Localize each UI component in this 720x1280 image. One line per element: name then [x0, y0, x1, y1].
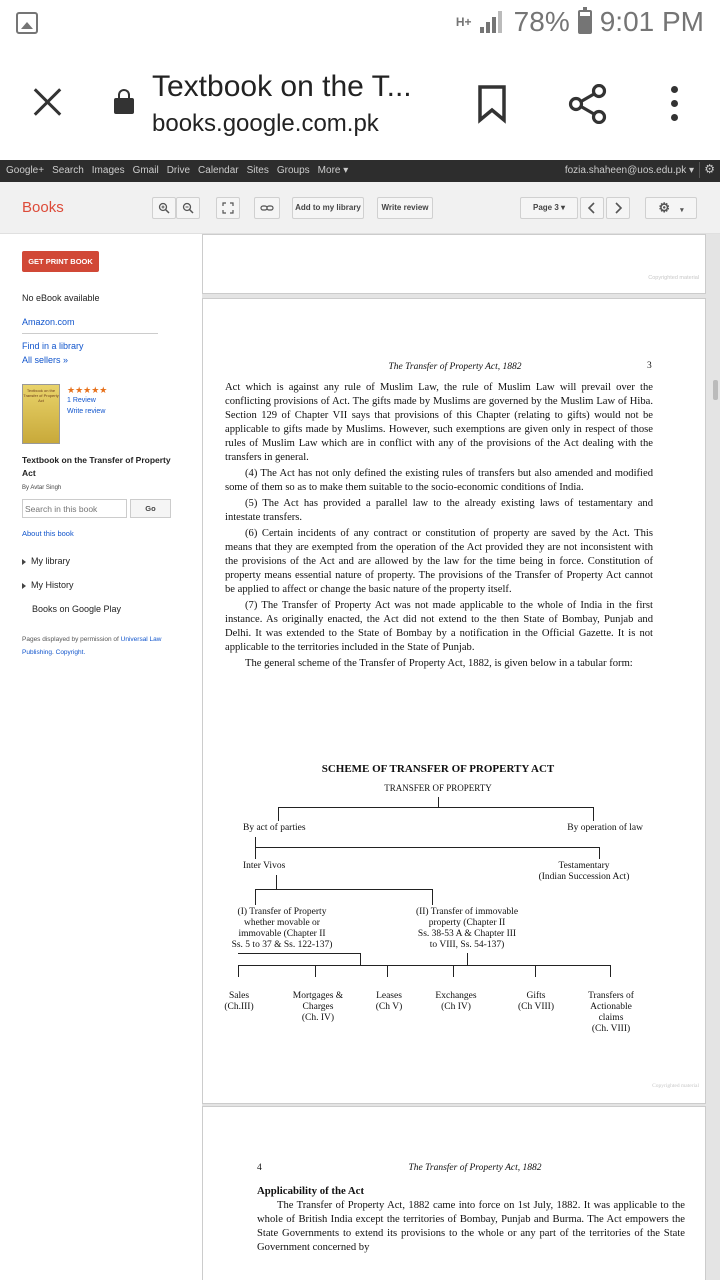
google-bar-link[interactable]: Google+ — [6, 165, 45, 176]
page-url[interactable]: books.google.com.pk — [152, 110, 379, 137]
gear-icon: ⚙ — [658, 200, 671, 215]
book-author: By Avtar Singh — [22, 485, 62, 491]
all-sellers-link[interactable]: All sellers » — [22, 355, 69, 365]
fullscreen-icon — [222, 202, 234, 214]
google-bar-link[interactable]: Calendar — [198, 165, 239, 176]
battery-icon — [578, 10, 592, 34]
book-cover-text: Textbook on the Transfer of Property Act — [23, 388, 59, 403]
scheme-movable: (I) Transfer of Property whether movable or immovable (Chapter II Ss. 5 to 37 & Ss. 122-137) — [231, 907, 333, 950]
about-book-link[interactable]: About this book — [22, 529, 74, 538]
reviews-link[interactable]: 1 Review — [67, 397, 96, 404]
publisher-link[interactable]: Universal Law Publishing — [22, 636, 162, 656]
google-bar — [0, 160, 720, 182]
link-icon — [260, 202, 274, 214]
rating-stars-icon: ★★★★★ — [67, 385, 108, 395]
connector — [315, 965, 316, 977]
search-in-book-input[interactable] — [22, 499, 127, 518]
my-history-item[interactable] — [22, 580, 74, 590]
triangle-right-icon — [22, 583, 26, 589]
copyright-note: Copyrighted material — [648, 275, 699, 281]
page-number: 4 — [257, 1163, 262, 1173]
write-review-button[interactable]: Write review — [377, 197, 433, 219]
settings-gear-icon[interactable]: ⚙ — [699, 162, 715, 178]
write-review-link[interactable]: Write review — [67, 408, 106, 415]
close-icon[interactable] — [32, 86, 64, 118]
scheme-immovable: (II) Transfer of immovable property (Chapter II Ss. 38-53 A & Chapter III to VIII, Ss. 54-137) — [415, 907, 519, 950]
view-settings-button[interactable] — [645, 197, 697, 219]
books-brand[interactable]: Books — [22, 199, 64, 216]
paragraph: (5) The Act has provided a parallel law to the already existing laws of testamentary and intestate transfers. — [225, 498, 653, 523]
connector — [453, 965, 454, 977]
zoom-out-icon — [182, 202, 194, 214]
next-book-page — [202, 1106, 706, 1280]
scheme-leaf-exchanges: Exchanges (Ch IV) — [435, 991, 477, 1012]
triangle-right-icon — [22, 559, 26, 565]
scheme-leaf-gifts: Gifts (Ch VIII) — [518, 991, 554, 1012]
scheme-inter-vivos: Inter Vivos — [243, 861, 286, 871]
connector — [255, 889, 256, 905]
status-bar — [0, 0, 720, 48]
chevron-left-icon — [587, 202, 597, 214]
connector — [255, 837, 256, 847]
scheme-by-law: By operation of law — [567, 823, 643, 833]
page-body: The Transfer of Property Act, 1882 came into force on 1st July, 1882. It was applicable to the whole of British India except the territories of Bombay, Punjab and Burma. The Act empowers the State Governments to extend its provisions to the whole or any part of the territories of the State Government concerned by — [257, 1200, 685, 1253]
amazon-link[interactable]: Amazon.com — [22, 317, 75, 327]
copyright-note: Copyrighted material — [652, 1083, 699, 1089]
lock-icon[interactable] — [114, 98, 134, 114]
scheme-by-parties: By act of parties — [243, 823, 306, 833]
paragraph: (4) The Act has not only defined the existing rules of transfers but also amended and modified some of them so as to make them suitable to the socio-economic conditions of India. — [225, 468, 653, 493]
scheme-leaf-sales: Sales (Ch.III) — [224, 991, 254, 1012]
connector — [467, 953, 468, 965]
paragraph: (6) Certain incidents of any contract or constitution of property are saved by the Act. This means that they are exempted from the operation of the Act provided they are not inconsistent with the provisions of the Act and are allowed by the law for the time being in force. Constitution of property means essential nature of property. The provisions of the Transfer of Property Act cannot be applied to affect or change the basic nature of the property itself. — [225, 528, 653, 595]
scheme-testamentary: Testamentary (Indian Succession Act) — [538, 861, 630, 882]
connector — [238, 965, 239, 977]
scheme-leaf-mortgages: Mortgages & Charges (Ch. IV) — [292, 991, 344, 1023]
connector — [238, 965, 611, 966]
my-history-label: My History — [31, 580, 74, 590]
chevron-down-icon: ▾ — [680, 207, 684, 214]
paragraph: Act which is against any rule of Muslim Law, the rule of Muslim Law will prevail over the conflicting provisions of Act. The gifts made by Muslims are governed by the Muslim Law of Hiba. Section 129 of Chapter VII says that provisions of this Chapter (relating to gifts) would not be applicable to gifts made by Muslims. However, such exemptions are given only in respect of those rules of Muslim Law which are in conflict with any of the provisions of the Act dealing with the transfers in general. — [225, 382, 653, 463]
books-header — [0, 182, 720, 234]
connector — [255, 847, 600, 848]
connector — [599, 847, 600, 859]
google-bar-links — [6, 165, 348, 176]
running-head: The Transfer of Property Act, 1882 — [408, 1163, 542, 1173]
connector — [276, 875, 277, 889]
connector — [610, 965, 611, 977]
zoom-out-button[interactable] — [176, 197, 200, 219]
page-title: Textbook on the T... — [152, 70, 412, 103]
connector — [593, 807, 594, 821]
scheme-leaf-actionable-claims: Transfers of Actionable claims (Ch. VIII) — [588, 991, 634, 1034]
connector — [255, 889, 433, 890]
book-cover-image[interactable] — [22, 384, 60, 444]
google-bar-link[interactable]: More ▾ — [317, 165, 349, 176]
page-select[interactable]: Page 3 ▾ — [520, 197, 578, 219]
books-on-play-link[interactable]: Books on Google Play — [32, 604, 122, 614]
divider — [22, 333, 158, 334]
scheme-title: SCHEME OF TRANSFER OF PROPERTY ACT — [321, 763, 555, 775]
connector — [535, 965, 536, 977]
section-heading: Applicability of the Act — [257, 1185, 365, 1197]
connector — [432, 889, 433, 905]
connector — [438, 797, 439, 807]
get-print-book-button[interactable]: GET PRINT BOOK — [22, 251, 99, 272]
prev-page-button[interactable] — [580, 197, 604, 219]
signal-icon — [480, 11, 506, 33]
book-title: Textbook on the Transfer of Property Act — [22, 455, 171, 478]
chevron-right-icon — [613, 202, 623, 214]
my-library-label: My library — [31, 556, 71, 566]
network-type: H+ — [455, 14, 472, 29]
google-bar-link[interactable]: Images — [91, 165, 125, 176]
copyright-link[interactable]: Copyright. — [55, 649, 86, 656]
page-body — [225, 381, 653, 673]
find-library-link[interactable]: Find in a library — [22, 341, 84, 351]
gallery-notification-icon — [16, 12, 38, 34]
previous-page — [202, 234, 706, 294]
paragraph: (7) The Transfer of Property Act was not made applicable to the whole of India in the first instance. As originally enacted, the Act did not extend to the then State of Bombay, Punjab and Delhi. It was extended to the State of Bombay by a notification in the Official Gazette. It is not applicable to the territories included in the State of Punjab. — [225, 600, 653, 653]
google-bar-link[interactable]: Drive — [166, 165, 191, 176]
go-button[interactable]: Go — [130, 499, 171, 518]
add-to-library-button[interactable]: Add to my library — [292, 197, 364, 219]
permission-note: Pages displayed by permission of Universal Law Publishing. Copyright. — [22, 636, 162, 656]
fullscreen-button[interactable] — [216, 197, 240, 219]
more-options-icon[interactable] — [668, 86, 680, 122]
my-library-item[interactable] — [22, 556, 70, 566]
permission-prefix: Pages displayed by permission of — [22, 636, 119, 643]
book-page — [202, 298, 706, 1104]
google-bar-link[interactable]: Gmail — [132, 165, 159, 176]
battery-percent: 78% — [513, 6, 570, 37]
connector — [387, 965, 388, 977]
zoom-in-icon — [158, 202, 170, 214]
bookmark-icon[interactable] — [476, 84, 508, 124]
scheme-root: TRANSFER OF PROPERTY — [384, 783, 492, 793]
connector — [360, 953, 361, 965]
page-number: 3 — [647, 361, 652, 371]
share-icon[interactable] — [568, 84, 608, 124]
book-viewer[interactable] — [202, 234, 720, 1280]
scrollbar-thumb[interactable] — [713, 380, 718, 400]
google-bar-link[interactable]: Search — [52, 165, 84, 176]
link-button[interactable] — [254, 197, 280, 219]
zoom-in-button[interactable] — [152, 197, 176, 219]
custom-tab-toolbar — [0, 48, 720, 160]
clock: 9:01 PM — [599, 6, 704, 37]
no-ebook-label: No eBook available — [22, 293, 100, 303]
account-menu[interactable]: fozia.shaheen@uos.edu.pk ▾ — [564, 165, 694, 176]
google-bar-link[interactable]: Sites — [246, 165, 269, 176]
next-page-button[interactable] — [606, 197, 630, 219]
connector — [238, 953, 360, 954]
connector — [255, 847, 256, 859]
connector — [278, 807, 279, 821]
scheme-leaf-leases: Leases (Ch V) — [375, 991, 403, 1012]
sidebar — [0, 234, 202, 1280]
running-head: The Transfer of Property Act, 1882 — [388, 362, 522, 372]
paragraph: The general scheme of the Transfer of Property Act, 1882, is given below in a tabular form: — [245, 658, 633, 669]
google-bar-link[interactable]: Groups — [276, 165, 310, 176]
connector — [278, 807, 594, 808]
